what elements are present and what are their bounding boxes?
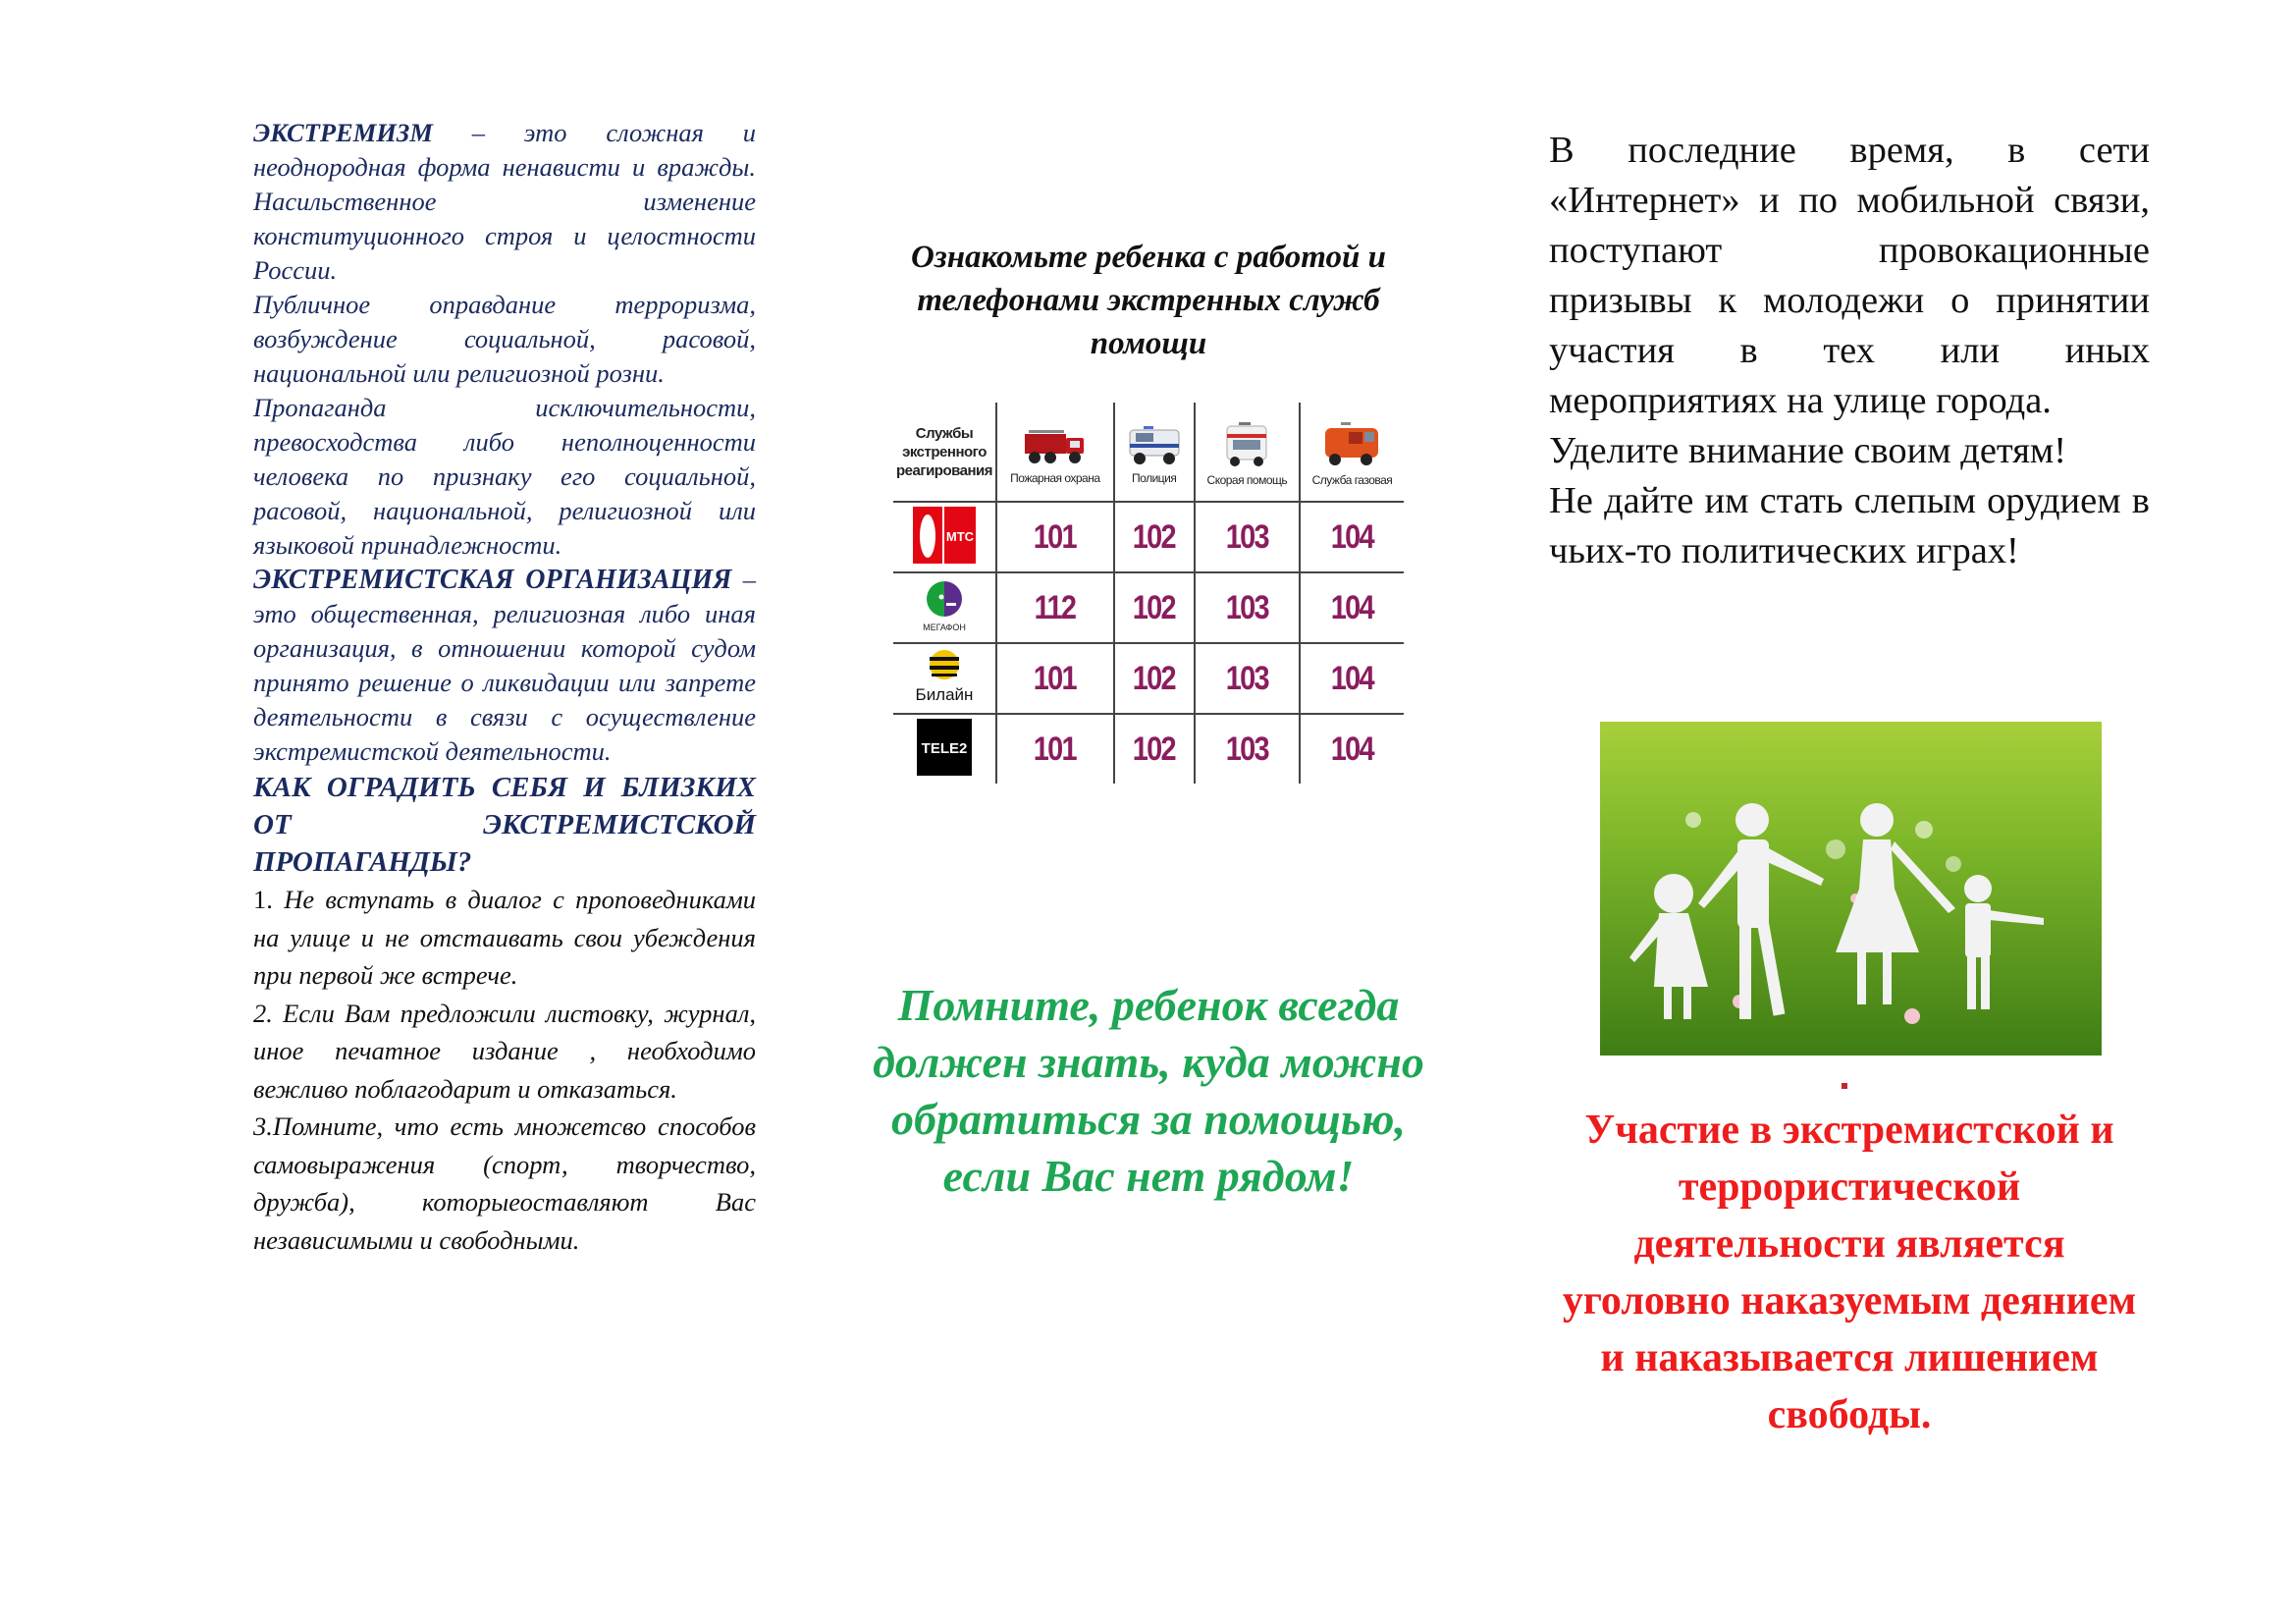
- middle-column: [864, 236, 1433, 1316]
- megafon-logo: [893, 572, 996, 643]
- table-row: [893, 714, 1404, 784]
- police-car-icon: [1124, 422, 1185, 469]
- svg-text:МЕГАФОН: МЕГАФОН: [923, 622, 966, 632]
- number-cell: 104: [1300, 572, 1404, 643]
- family-on-grass-image: [1600, 722, 2102, 1056]
- table-row: [893, 502, 1404, 572]
- protection-heading: КАК ОГРАДИТЬ СЕБЯ И БЛИЗКИХ ОТ ЭКСТРЕМИСТСКОЙ ПРОПАГАНДЫ?: [253, 772, 756, 878]
- table-row: [893, 572, 1404, 643]
- emergency-numbers-table: [893, 403, 1404, 784]
- appeal-blind-tool: Не дайте им стать слепым орудием в чьих-то политических играх!: [1549, 480, 2150, 571]
- gas-service-van-icon: [1319, 420, 1384, 471]
- emergency-services-title: Ознакомьте ребенка с работой и телефонами экстренных служб помощи: [911, 240, 1386, 361]
- svg-text:Билайн: Билайн: [915, 684, 974, 704]
- number-cell: 102: [1114, 643, 1195, 714]
- megafon-logo-icon: [910, 577, 979, 634]
- public-justification-paragraph: Публичное оправдание терроризма, возбуждение социальной, расовой, национальной или религиозной розни.: [253, 290, 756, 388]
- decorative-dot: [1842, 1083, 1847, 1089]
- number-cell: 103: [1195, 643, 1300, 714]
- tip-item: 3.Помните, что есть множетсво способов самовыражения (спорт, творчество, дружба), которыеоставляют Вас независимыми и свободными.: [253, 1111, 756, 1255]
- service-fire: Пожарная охрана: [996, 403, 1114, 502]
- fire-truck-icon: [1021, 422, 1090, 469]
- right-column: [1549, 126, 2150, 1500]
- number-cell: 102: [1114, 502, 1195, 572]
- parent-reminder: Помните, ребенок всегда должен знать, куда можно обратиться за помощью, если Вас нет рядом!: [873, 980, 1424, 1201]
- number-cell: 103: [1195, 572, 1300, 643]
- criminal-liability-warning: Участие в экстремистской и террористической деятельности является уголовно наказуемым деянием и наказывается лишением свободы.: [1562, 1108, 2137, 1437]
- number-cell: 102: [1114, 714, 1195, 784]
- beeline-logo-icon: [909, 647, 980, 706]
- number-cell: 103: [1195, 714, 1300, 784]
- table-row: [893, 643, 1404, 714]
- intro-paragraph: В последние время, в сети «Интернет» и по мобильной связи, поступают провокационные призывы к молодежи о принятии участия в тех или иных мероприятиях на улице города.: [1549, 130, 2150, 421]
- extremist-organization-definition: ЭКСТРЕМИСТСКАЯ ОРГАНИЗАЦИЯ – это общественная, религиозная либо иная организация, в отношении которой судом принято решение о ликвидации или запрете деятельности в связи с осуществление экстремистской деятельности.: [253, 565, 756, 766]
- number-cell: 102: [1114, 572, 1195, 643]
- extremism-definition: ЭКСТРЕМИЗМ – это сложная и неоднородная форма ненависти и вражды. Насильственное изменение конституционного строя и целостности России.: [253, 118, 756, 285]
- service-gas: Служба газовая: [1300, 403, 1404, 502]
- beeline-logo: [893, 643, 996, 714]
- table-header-label: Службы экстренного реагирования: [893, 403, 996, 502]
- tele2-logo-icon: [917, 719, 972, 776]
- number-cell: 101: [996, 643, 1114, 714]
- number-cell: 104: [1300, 502, 1404, 572]
- number-cell: 112: [996, 572, 1114, 643]
- svg-text:TELE2: TELE2: [921, 739, 968, 757]
- appeal-attention: Уделите внимание своим детям!: [1549, 430, 2067, 471]
- mts-logo: [893, 502, 996, 572]
- tip-item: 1. Не вступать в диалог с проповедниками на улице и не отстаивать свои убеждения при первой же встрече.: [253, 885, 756, 990]
- ambulance-icon: [1219, 420, 1274, 471]
- service-police: Полиция: [1114, 403, 1195, 502]
- number-cell: 101: [996, 714, 1114, 784]
- number-cell: 104: [1300, 643, 1404, 714]
- number-cell: 103: [1195, 502, 1300, 572]
- mts-logo-icon: [913, 507, 976, 564]
- left-column: [253, 116, 756, 1259]
- number-cell: 104: [1300, 714, 1404, 784]
- service-ambulance: Скорая помощь: [1195, 403, 1300, 502]
- svg-text:МТС: МТС: [945, 528, 975, 544]
- tele2-logo: [893, 714, 996, 784]
- number-cell: 101: [996, 502, 1114, 572]
- tip-item: 2. Если Вам предложили листовку, журнал, иное печатное издание , необходимо вежливо поблагодарит и отказаться.: [253, 998, 756, 1104]
- propaganda-paragraph: Пропаганда исключительности, превосходства либо неполноценности человека по признаку его социальной, расовой, национальной, религиозной или языковой принадлежности.: [253, 393, 756, 560]
